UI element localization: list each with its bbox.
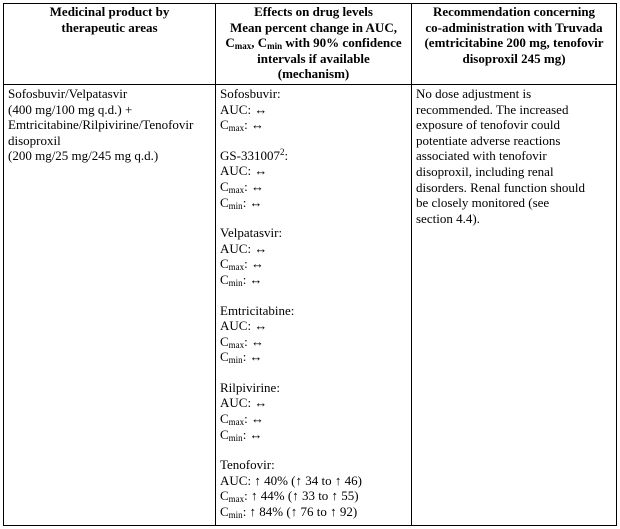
effects-group — [220, 225, 407, 287]
interaction-table-document — [3, 3, 616, 526]
effects-value-line: $C_{min}$: ↔ — [220, 349, 263, 366]
effects-value-line: $C_{max}$: ↔ — [220, 178, 265, 195]
effects-value-line: AUC: ↔ — [220, 318, 268, 334]
effects-value-line: $C_{min}$: ↔ — [220, 426, 263, 443]
effects-value-line: $C_{min}$: ↔ — [220, 271, 263, 288]
header-medicinal-product: Medicinal product by therapeutic areas — [4, 4, 216, 85]
effects-value-line: AUC: ↑ 40% (↑ 34 to ↑ 46) — [220, 472, 362, 488]
effects-value-line: $C_{max}$: ↔ — [220, 333, 265, 350]
effects-group-title: Sofosbuvir: — [220, 85, 281, 101]
effects-group — [220, 380, 407, 442]
effects-value-line: AUC: ↔ — [220, 101, 268, 117]
interaction-table — [3, 3, 617, 526]
effects-cell — [216, 84, 412, 525]
effects-value-line: AUC: ↔ — [220, 163, 268, 179]
effects-value-line: $C_{max}$: ↔ — [220, 411, 265, 428]
effects-group-title: Emtricitabine: — [220, 302, 295, 318]
effects-value-line: $C_{max}$: ↔ — [220, 117, 265, 134]
table-header-row — [4, 4, 617, 85]
effects-group-title: Tenofovir: — [220, 457, 275, 473]
recommendation-cell: No dose adjustment is recommended. The increased exposure of tenofovir could potentiate adverse reactions associated with tenofovir disoproxil, including renal disorders. Renal function should be closely monitored (see section 4.4). — [412, 84, 617, 525]
table-row — [4, 84, 617, 525]
effects-group-title: Rilpivirine: — [220, 379, 280, 395]
effects-group-title: GS-331007$^2$: — [220, 146, 289, 163]
effects-value-line: $C_{min}$: ↑ 84% (↑ 76 to ↑ 92) — [220, 504, 358, 521]
effects-group — [220, 303, 407, 365]
effects-group — [220, 148, 407, 210]
effects-value-line: $C_{max}$: ↔ — [220, 256, 265, 273]
effects-group-title: Velpatasvir: — [220, 225, 283, 241]
effects-value-line: AUC: ↔ — [220, 240, 268, 256]
effects-group — [220, 86, 407, 133]
effects-value-line: $C_{max}$: ↑ 44% (↑ 33 to ↑ 55) — [220, 488, 359, 505]
effects-value-line: AUC: ↔ — [220, 395, 268, 411]
header-cmax-cmin-line: $C_{max}$, $C_{min}$ with 90% confidence — [225, 35, 402, 52]
effects-value-line: $C_{min}$: ↔ — [220, 194, 263, 211]
header-recommendation: Recommendation concerning co-administration with Truvada (emtricitabine 200 mg, tenofovir disoproxil 245 mg) — [412, 4, 617, 85]
header-effects-on-drug-levels: Effects on drug levels Mean percent change in AUC, $C_{max}$, $C_{min}$ with 90% confidence intervals if available (mechanism) — [216, 4, 412, 85]
effects-group — [220, 457, 407, 519]
product-cell: Sofosbuvir/Velpatasvir (400 mg/100 mg q.d.) + Emtricitabine/Rilpivirine/Tenofovir disoproxil (200 mg/25 mg/245 mg q.d.) — [4, 84, 216, 525]
